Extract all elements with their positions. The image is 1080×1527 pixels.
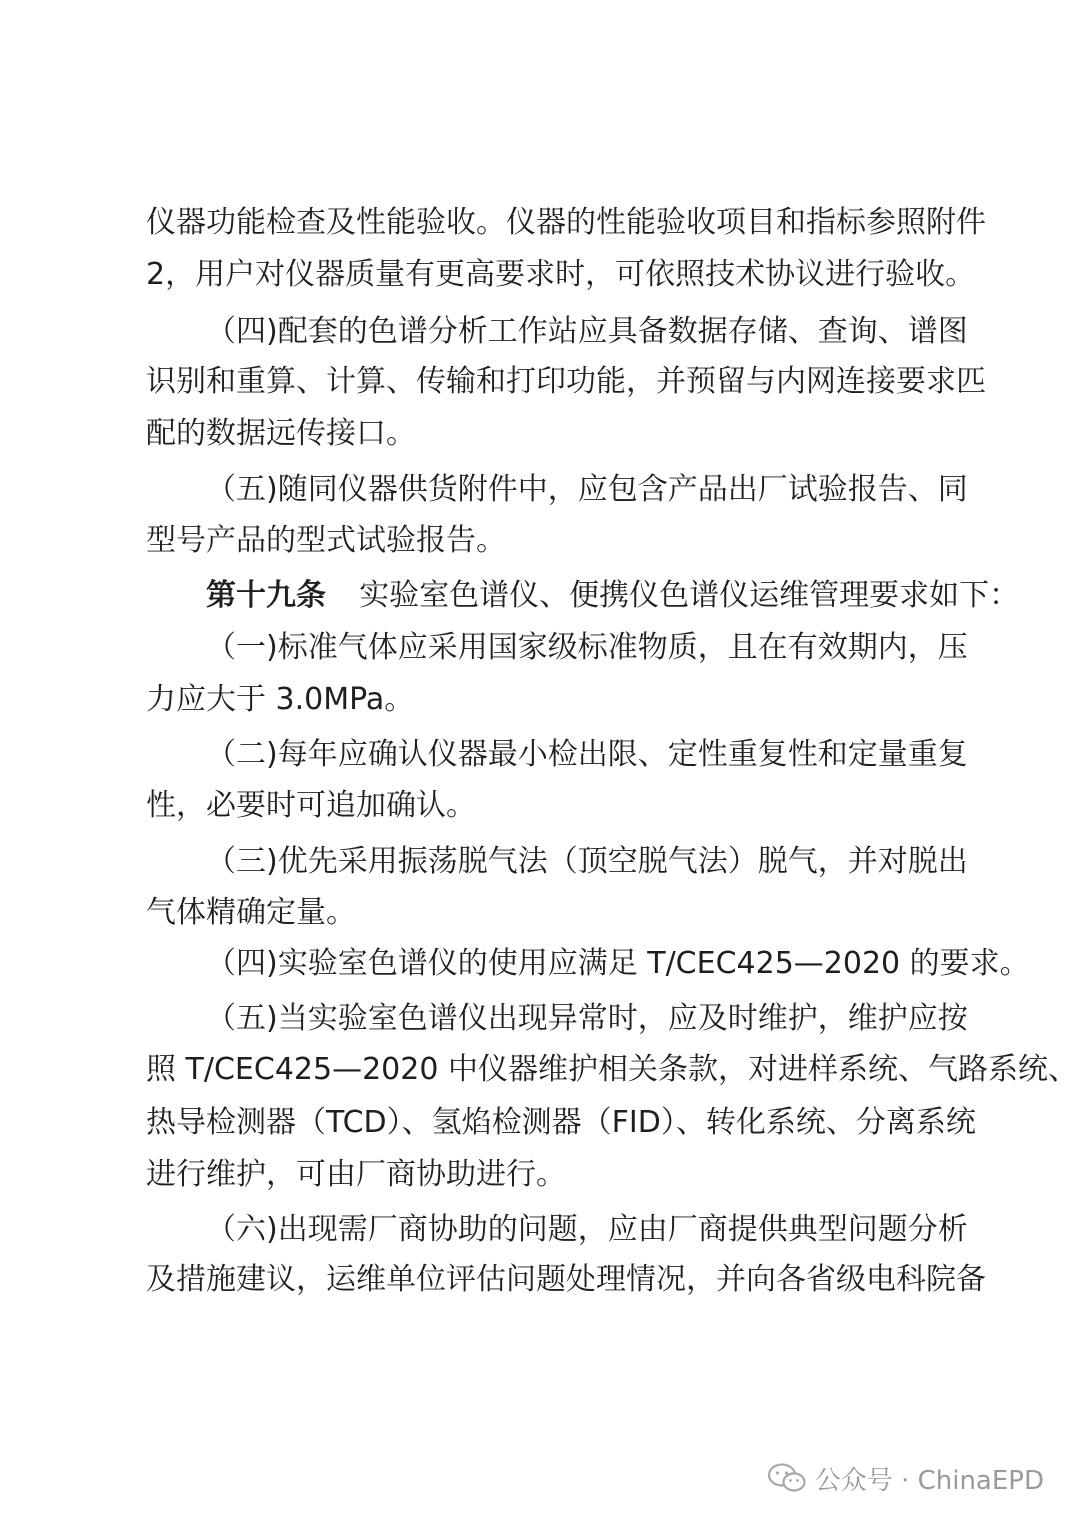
- text-line: （六)出现需厂商协助的问题，应由厂商提供典型问题分析: [206, 1212, 968, 1247]
- article-text: 实验室色谱仪、便携仪色谱仪运维管理要求如下：: [359, 578, 1020, 613]
- text-line: 性，必要时可追加确认。: [146, 788, 476, 823]
- text-line: （二)每年应确认仪器最小检出限、定性重复性和定量重复: [206, 737, 968, 772]
- text-line: （四)实验室色谱仪的使用应满足 T/CEC425—2020 的要求。: [206, 946, 1030, 981]
- text-line: （五)随同仪器供货附件中，应包含产品出厂试验报告、同: [206, 472, 968, 507]
- text-line: 进行维护，可由厂商协助进行。: [146, 1157, 566, 1192]
- watermark-text: 公众号 · ChinaEPD: [814, 1465, 1044, 1496]
- text-line: 气体精确定量。: [146, 895, 356, 930]
- text-line: （三)优先采用振荡脱气法（顶空脱气法）脱气，并对脱出: [206, 844, 968, 879]
- text-line: 仪器功能检查及性能验收。仪器的性能验收项目和指标参照附件: [146, 205, 986, 240]
- text-line: 型号产品的型式试验报告。: [146, 523, 506, 558]
- text-line: 配的数据远传接口。: [146, 416, 416, 451]
- text-line: （四)配套的色谱分析工作站应具备数据存储、查询、谱图: [206, 314, 968, 349]
- wechat-icon: [767, 1462, 807, 1494]
- text-line: 及措施建议，运维单位评估问题处理情况，并向各省级电科院备: [146, 1262, 986, 1297]
- text-line: 识别和重算、计算、传输和打印功能，并预留与内网连接要求匹: [146, 364, 986, 399]
- text-line: 力应大于 3.0MPa。: [146, 682, 415, 717]
- article-heading: 第十九条: [206, 578, 326, 613]
- text-line: 照 T/CEC425—2020 中仪器维护相关条款，对进样系统、气路系统、: [146, 1052, 1078, 1087]
- article-line: [206, 576, 1020, 616]
- text-line: 2，用户对仪器质量有更高要求时，可依照技术协议进行验收。: [146, 257, 976, 292]
- text-line: （一)标准气体应采用国家级标准物质，且在有效期内，压: [206, 630, 968, 665]
- text-line: 热导检测器（TCD）、氢焰检测器（FID）、转化系统、分离系统: [146, 1105, 976, 1140]
- text-line: （五)当实验室色谱仪出现异常时，应及时维护，维护应按: [206, 1001, 968, 1036]
- watermark: [767, 1458, 1044, 1498]
